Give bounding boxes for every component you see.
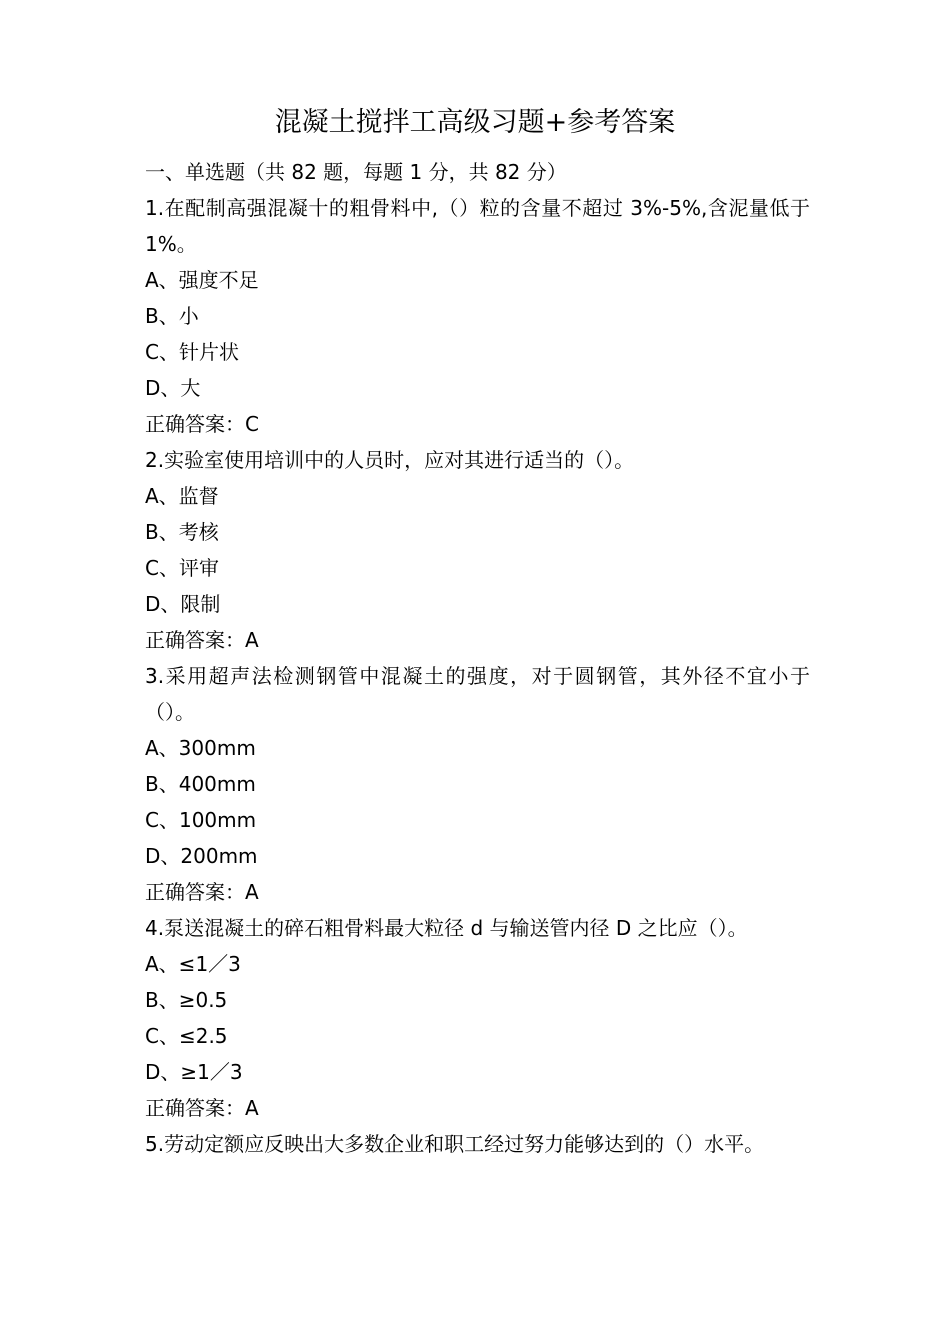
question-answer: 正确答案：A [145,1096,259,1120]
document-title: 混凝土搅拌工高级习题+参考答案 [274,107,676,138]
question-option: B、考核 [145,520,219,544]
question-stem: 4.泵送混凝土的碎石粗骨料最大粒径 d 与输送管内径 D 之比应（）。 [145,916,748,940]
question-block [145,442,810,658]
question-stem: 3.采用超声法检测钢管中混凝土的强度，对于圆钢管，其外径不宜小于（）。 [145,664,810,724]
question-option: C、≤2.5 [145,1024,228,1048]
question-option: B、小 [145,304,199,328]
question-option: A、强度不足 [145,268,259,292]
question-option: D、大 [145,376,201,400]
section-heading: 一、单选题（共 82 题，每题 1 分，共 82 分） [145,160,567,184]
question-stem: 5.劳动定额应反映出大多数企业和职工经过努力能够达到的（）水平。 [145,1132,765,1156]
question-option: B、400mm [145,772,256,796]
question-option: B、≥0.5 [145,988,228,1012]
question-option: C、针片状 [145,340,239,364]
question-answer: 正确答案：A [145,628,259,652]
question-option: A、≤1／3 [145,952,241,976]
question-stem: 2.实验室使用培训中的人员时，应对其进行适当的（）。 [145,448,635,472]
document-content [145,154,810,1162]
question-answer: 正确答案：C [145,412,259,436]
question-option: D、200mm [145,844,258,868]
question-block [145,190,810,442]
question-option: A、监督 [145,484,219,508]
question-option: A、300mm [145,736,256,760]
question-block [145,1126,810,1162]
question-option: C、评审 [145,556,219,580]
question-option: C、100mm [145,808,257,832]
question-answer: 正确答案：A [145,880,259,904]
question-block [145,658,810,910]
question-block [145,910,810,1126]
question-option: D、限制 [145,592,221,616]
question-stem: 1.在配制高强混凝十的粗骨料中,（）粒的含量不超过 3%-5%,含泥量低于 1%。 [145,196,810,256]
question-option: D、≥1／3 [145,1060,243,1084]
